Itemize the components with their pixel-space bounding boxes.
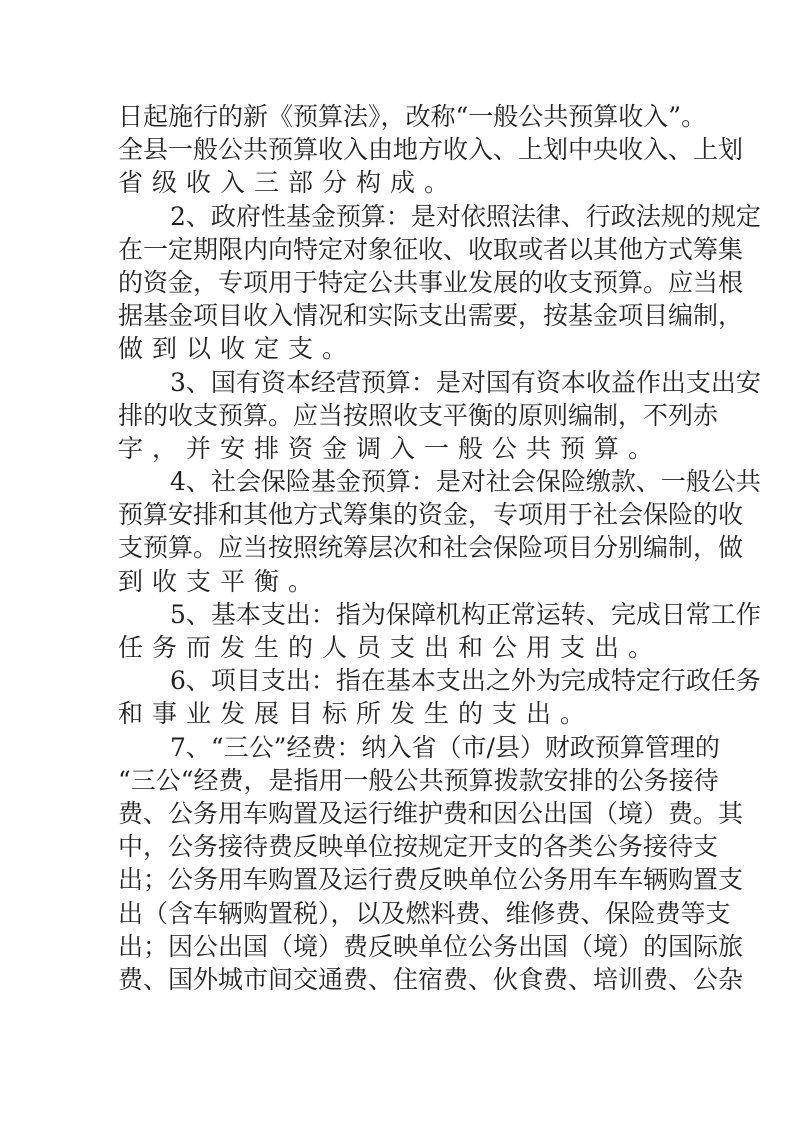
text-line: 2、政府性基金预算：是对依照法律、行政法规的规定 (170, 201, 761, 231)
text-line: 全县一般公共预算收入由地方收入、上划中央收入、上划 (118, 135, 744, 165)
text-line: 中，公务接待费反映单位按规定开支的各类公务接待支 (118, 832, 719, 862)
text-line: 做到以收定支。 (118, 334, 357, 364)
document-body (118, 100, 761, 996)
text-line: 3、国有资本经营预算：是对国有资本收益作出支出安 (170, 367, 761, 397)
text-line: 出；公务用车购置及运行费反映单位公务用车车辆购置支 (118, 865, 744, 895)
text-line: 出（含车辆购置税），以及燃料费、维修费、保险费等支 (118, 898, 731, 928)
text-line: 排的收支预算。应当按照收支平衡的原则编制，不列赤 (118, 400, 719, 430)
text-line: 据基金项目收入情况和实际支出需要，按基金项目编制， (118, 301, 744, 331)
text-line: 的资金，专项用于特定公共事业发展的收支预算。应当根 (118, 267, 744, 297)
text-line: 6、项目支出：指在基本支出之外为完成特定行政任务 (170, 666, 761, 696)
text-line: 到收支平衡。 (118, 566, 323, 596)
text-line: 5、基本支出：指为保障机构正常运转、完成日常工作 (170, 599, 761, 629)
text-line: 7、“三公”经费：纳入省（市/县）财政预算管理的 (170, 732, 720, 762)
text-line: 日起施行的新《预算法》，改称“一般公共预算收入”。 (118, 102, 707, 131)
text-line: 出；因公出国（境）费反映单位公务出国（境）的国际旅 (118, 931, 744, 961)
text-line: 任务而发生的人员支出和公用支出。 (118, 633, 663, 662)
text-line: 支预算。应当按照统筹层次和社会保险项目分别编制，做 (118, 533, 744, 563)
text-line: 和事业发展目标所发生的支出。 (118, 699, 595, 729)
text-line: 预算安排和其他方式筹集的资金，专项用于社会保险的收 (118, 500, 744, 530)
text-line: 省级收入三部分构成。 (118, 168, 459, 198)
text-line: 字，并安排资金调入一般公共预算。 (118, 433, 663, 463)
text-line: 费、公务用车购置及运行维护费和因公出国（境）费。其 (118, 798, 744, 828)
text-line: “三公“经费，是指用一般公共预算拨款安排的公务接待 (118, 765, 719, 795)
text-line: 在一定期限内向特定对象征收、收取或者以其他方式筹集 (118, 234, 744, 264)
text-line: 4、社会保险基金预算：是对社会保险缴款、一般公共 (170, 467, 761, 497)
text-line: 费、国外城市间交通费、住宿费、伙食费、培训费、公杂 (118, 964, 744, 994)
